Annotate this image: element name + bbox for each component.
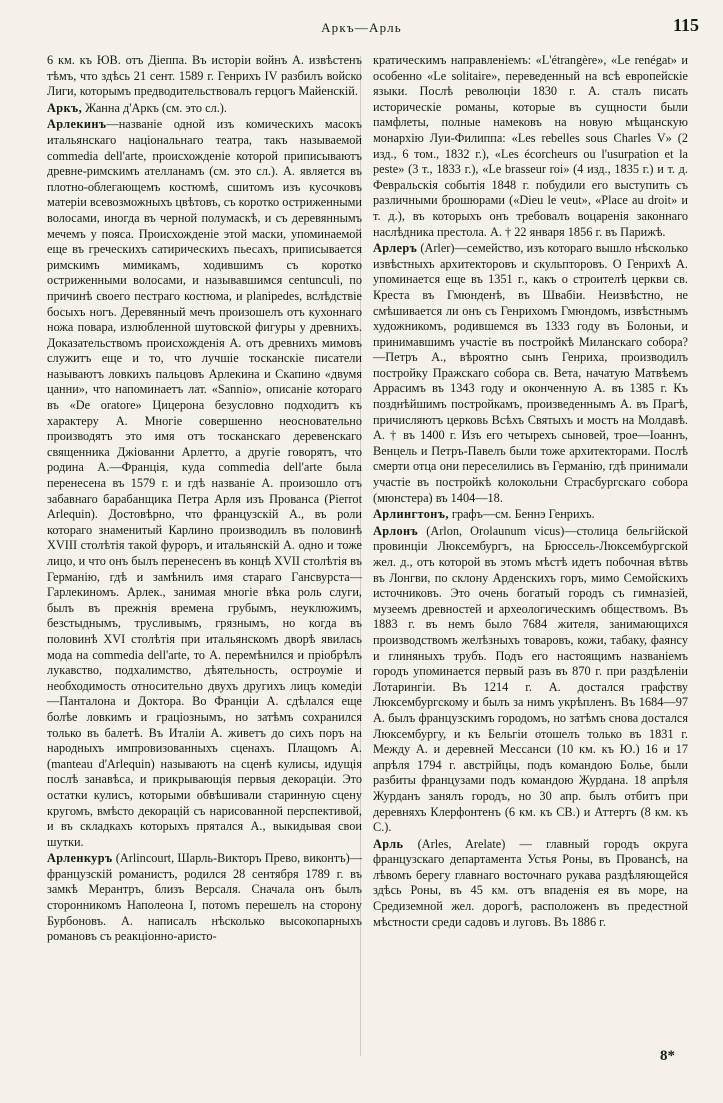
running-title: Аркъ—Арль [321, 20, 402, 35]
entry-headword: Арлонъ [373, 523, 419, 538]
entry-arlon [373, 524, 688, 836]
entry-arler [373, 241, 688, 506]
right-column [373, 52, 688, 930]
entry-text: —названіе одной изъ комическихъ масокъ итальянскаго національнаго театра, такъ называемой commedia dell'arte, происхожденіе которой приписываютъ древне-римскимъ ателланамъ (см. это сл.). А. является въ плотно-облегающемъ костюмѣ, сшитомъ изъ кусочковъ матеріи всевозможныхъ цвѣтовъ, съ коротко остриженными волосами, иногда въ черной полумаскѣ, и съ деревяннымъ мечемъ у пояса. Происхожденіе этой маски, упоминаемой еще въ греческихъ сатирическихъ пьесахъ, приписывается римскимъ мимикамъ, ходившимъ съ коротко остриженными волосами, и называвшимся centunculi, по причинѣ своего пестраго костюма, и planipedes, вслѣдствіе босыхъ ногъ. Деревянный мечъ произошелъ отъ кухоннаго ножа повара, излюбленной шутовской фигуры у древнихъ. Доказательствомъ происхожденія А. отъ древнихъ мимовъ служитъ еще и то, что лучшіе тосканскіе писатели называютъ ловкихъ пальцовъ Арлекина и Скапино «двумя цанни», что напоминаетъ лат. «Sannio», описаніе котораго въ «De oratore» Цицерона безусловно подходитъ къ характеру А. Многіе совершенно неосновательно производятъ это имя отъ тосканскаго деревенскаго священника Джіованни Арлетто, а другіе говорятъ, что родина А.—Франція, куда commedia dell'arte была перенесена въ 1579 г. и гдѣ названіе А. произошло отъ забавнаго барабанщика Петра Арля изъ Прованса (Pierrot Arlequin). Достовѣрно, что французскій А., въ роли котораго знаменитый Карлино производилъ въ половинѣ XVIII столѣтія такой фуроръ, и итальянскій А. одно и тоже лицо, и что онъ былъ перенесенъ въ концѣ XVII столѣтія въ Германію, гдѣ и замѣнилъ имя стараго Гансвурста—Гарлекиномъ. Арлек., занимая многіе вѣка роль слуги, былъ въ прежнія времена грубымъ, неуклюжимъ, безстыднымъ, трусливымъ, грязнымъ, но когда въ половинѣ XVI столѣтія при итальянскомъ дворѣ явилась мода на commedia dell'arte, то А. перемѣнился и пріобрѣлъ лукавство, подхалимство, дѣятельность, остроуміе и необходимость относительно двухъ другихъ лицъ комедіи—Панталона и Доктора. Во Франціи А. сдѣлался еще болѣе ловкимъ и граціознымъ, но затѣмъ сохранился только въ балетѣ. Въ Италіи А. живетъ до сихъ поръ на народныхъ импровизованныхъ сценахъ. Плащомъ А. (manteau d'Arlequin) называютъ на сценѣ кулисы, идущія послѣ занавѣса, и прикрывающія первыя декораціи. Это остатки кулисъ, которыми обвѣшивали старинную сцену кругомъ, вмѣсто декорацій съ нарисованной перспективой, и въ складкахъ которыхъ прятался А., выкидывая свои шутки. [47, 117, 362, 849]
entry-text: (Arles, Arelate) — главный городъ округа французскаго департамента Устья Роны, въ Провансѣ, на лѣвомъ берегу главнаго восточнаго рукава раздѣляющейся здѣсь Роны, въ 45 км. отъ впаденія ея въ море, на Средиземной жел. дорогѣ, расположенъ въ предестной мѣстности среди садовъ и луговъ. Въ 1886 г. [373, 836, 688, 929]
entry-ark [47, 101, 362, 117]
entry-arlington [373, 507, 688, 523]
entry-arlekin [47, 117, 362, 850]
entry-text: (Arlon, Orolaunum vicus)—столица бельгійской провинціи Люксембургъ, на Брюссель-Люксембургской жел. д., отъ которой въ этомъ мѣстѣ идетъ побочная вѣтвь въ Лонгви, по склону Арденскихъ горъ, мимо Семойскихъ источниковъ. Это очень богатый городъ съ гимназіей, музеемъ древностей и археологическимъ обществомъ. Въ 1883 г. въ немъ было 7684 жителя, занимающихся производствомъ желѣзныхъ товаровъ, кожи, табаку, фаянсу и глиняныхъ трубъ. Подъ его настоящимъ названіемъ городъ упоминается первый разъ въ 870 г. при раздѣленіи Лотарингіи. Въ 1214 г. А. достался графству Люксембургскому и былъ за нимъ укрѣпленъ. Въ 1684—97 А. былъ французскимъ городомъ, но затѣмъ снова достался Люксембургу, и къ Бельгіи отошелъ только въ 1831 г. Между А. и деревней Мессанси (10 км. къ Ю.) 16 и 17 апрѣля 1794 г. австрійцы, подъ командою Болье, были разбиты французами подъ командою Журдана. 18 апрѣля Журданъ занялъ городъ, но 30 апр. былъ отбитъ при деревняхъ Клерфонтенъ (6 км. къ СВ.) и Аттертъ (8 км. къ С.). [373, 523, 688, 835]
printer-signature: 8* [660, 1048, 675, 1064]
entry-text: (Arler)—семейство, изъ котораго вышло нѣсколько извѣстныхъ архитекторовъ и скульпторовъ. О Генрихѣ А. упоминается еще въ 1351 г., какъ о строителѣ церкви св. Креста въ Гмюнденѣ, въ Швабіи. Неизвѣстно, не смѣшивается ли онъ съ Генрихомъ Гмюндомъ, извѣстнымъ художникомъ, родившемся въ 1333 году въ Болоньи, и принимавшимъ участіе въ постройкѣ Миланскаго собора?—Петръ А., вѣроятно сынъ Генриха, производилъ постройку Пражскаго собора св. Вета, начатую Матвѣемъ Аррасимъ въ 1343 году и оконченную А. въ 1385 г. Къ позднѣйшимъ постройкамъ, произведеннымъ А. въ Прагѣ, причисляютъ церковь Всѣхъ Святыхъ и мостъ на Молдавѣ. А. † въ 1400 г. Изъ его четырехъ сыновей, трое—Іоаннъ, Венцель и Петръ-Павелъ были тоже архитекторами. Послѣ смерти отца они переселились въ Германію, гдѣ принимали участіе въ постройкѣ колокольни Страсбургскаго собора (мюнстера) въ 1404—18. [373, 241, 688, 505]
entry-text: 6 км. къ ЮВ. отъ Діеппа. Въ исторіи войнъ А. извѣстенъ тѣмъ, что здѣсь 21 сент. 1589 г. Генрихъ IV разбилъ войско Лиги, которымъ предводительствовалъ герцогъ Майенскій. [47, 53, 362, 99]
entry-headword: Арлеръ [373, 241, 418, 256]
entry-headword: Арлекинъ [47, 117, 107, 132]
entry-text: (Arlincourt, Шарль-Викторъ Прево, виконтъ)—французскій романистъ, родился 28 сентября 1789 г. въ замкѣ Мерантръ, близъ Версаля. Сначала онъ былъ сторонникомъ Наполеона I, потомъ перешелъ на сторону Бурбоновъ. А. написалъ нѣсколько высокопарныхъ романовъ съ реакціонно-аристо- [47, 851, 362, 944]
page-number: 115 [672, 15, 699, 35]
entry-headword: Арлингтонъ, [373, 507, 449, 522]
entry-text: кратическимъ направленіемъ: «L'étrangère», «Le renégat» и особенно «Le solitaire», переведенный на всѣ европейскіе языки. Послѣ революціи 1830 г. А. сталъ писать историческіе романы, которые въ сущности были памфлеты, полные намековъ на новую мѣщанскую монархію Луи-Филиппа: «Les rebelles sous Charles V» (2 изд., 6 том., 1832 г.), «Les écorcheurs ou l'usurpation et la peste» (3 т., 1833 г.), «Le brasseur roi» (4 изд., 1835 г.) и т. д. Февральскія событія 1848 г. побудили его выступить съ различными брошюрами («Dieu le veut», «Place au droit» и т. д.), въ которыхъ онъ требовалъ воцаренія законнаго наслѣдника престола. А. † 22 января 1856 г. въ Парижѣ. [373, 53, 688, 239]
entry-headword: Арленкуръ [47, 851, 113, 866]
page-header [0, 0, 723, 46]
entry-arlenkur [47, 851, 362, 945]
entry-continuation [373, 53, 688, 240]
entry-text: графъ—см. Беннэ Генрихъ. [451, 507, 595, 522]
left-column [47, 52, 362, 945]
entry-arl [373, 837, 688, 931]
entry-headword: Арль [373, 836, 404, 851]
entry-headword: Аркъ, [47, 100, 83, 115]
entry-text: Жанна д'Аркъ (см. это сл.). [85, 100, 227, 115]
entry-continuation [47, 53, 362, 100]
